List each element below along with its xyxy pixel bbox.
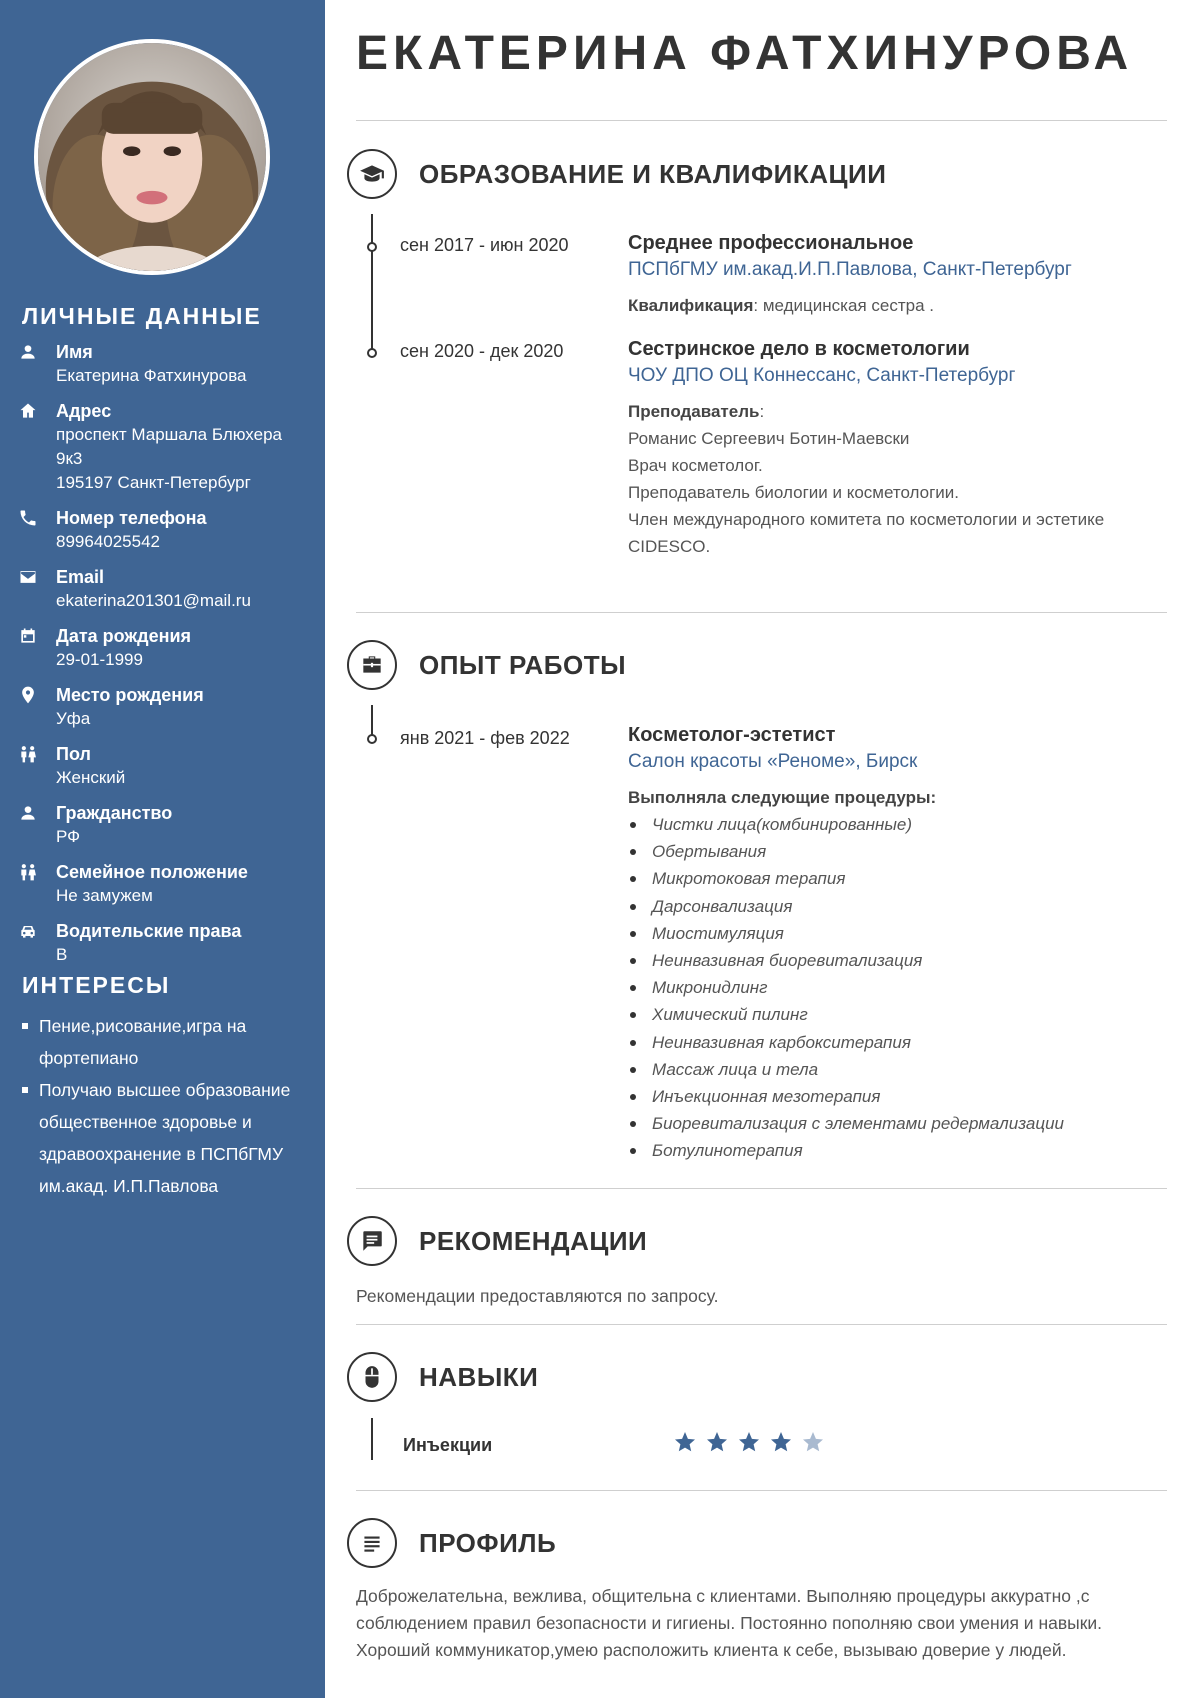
education-entry — [628, 230, 1168, 319]
skill-rating — [673, 1430, 825, 1454]
list-item: Массаж лица и тела — [628, 1056, 1168, 1083]
person-icon — [18, 342, 38, 362]
chat-icon — [347, 1216, 397, 1266]
entry-date: сен 2020 - дек 2020 — [400, 341, 564, 361]
experience-entry — [628, 722, 1168, 1165]
skill-name: Инъекции — [403, 1435, 493, 1455]
section-title-experience: ОПЫТ РАБОТЫ — [419, 650, 627, 680]
section-title-recommendations: РЕКОМЕНДАЦИИ — [419, 1226, 648, 1256]
description-line: Преподаватель биологии и косметологии. — [628, 483, 960, 502]
interests-list — [22, 1010, 307, 1202]
personal-item-email — [0, 565, 325, 613]
personal-value: ekaterina201301@mail.ru — [56, 591, 251, 610]
mouse-icon — [347, 1352, 397, 1402]
list-item: Миостимуляция — [628, 920, 1168, 947]
entry-organization: ЧОУ ДПО ОЦ Коннессанс, Санкт-Петербург — [628, 365, 1016, 386]
profile-photo — [34, 39, 270, 275]
entry-date: сен 2017 - июн 2020 — [400, 235, 569, 255]
timeline-line — [371, 1418, 373, 1460]
personal-item-driving-license — [0, 919, 325, 967]
star-filled-icon — [737, 1430, 761, 1454]
location-icon — [18, 685, 38, 705]
personal-label: Email — [56, 567, 105, 587]
briefcase-icon — [347, 640, 397, 690]
entry-description — [628, 292, 1168, 319]
personal-label: Номер телефона — [56, 508, 207, 528]
divider — [356, 1324, 1167, 1325]
people-icon — [18, 744, 38, 764]
list-item: Химический пилинг — [628, 1001, 1168, 1028]
list-item: Инъекционная мезотерапия — [628, 1083, 1168, 1110]
timeline-dot — [367, 242, 377, 252]
entry-title: Косметолог-эстетист — [628, 724, 836, 746]
phone-icon — [18, 508, 38, 528]
entry-organization: Салон красоты «Реноме», Бирск — [628, 751, 918, 772]
people-icon — [18, 862, 38, 882]
list-item: Пение,рисование,игра на фортепиано — [22, 1010, 307, 1074]
timeline-line — [371, 214, 373, 354]
divider — [356, 1188, 1167, 1189]
description-line: Член международного комитета по косметологии и эстетике CIDESCO. — [628, 510, 1105, 556]
personal-item-birthdate — [0, 624, 325, 672]
person-icon — [18, 803, 38, 823]
personal-label: Адрес — [56, 401, 112, 421]
section-title-skills: НАВЫКИ — [419, 1362, 539, 1392]
personal-label: Семейное положение — [56, 862, 248, 882]
recommendations-text: Рекомендации предоставляются по запросу. — [356, 1286, 719, 1306]
personal-label: Пол — [56, 744, 91, 764]
description-line: Врач косметолог. — [628, 456, 763, 475]
procedures-list — [628, 811, 1168, 1165]
personal-value: Уфа — [56, 709, 91, 728]
email-icon — [18, 567, 38, 587]
personal-data-heading: ЛИЧНЫЕ ДАННЫЕ — [22, 303, 262, 329]
description-line: Романис Сергеевич Ботин-Маевски — [628, 429, 910, 448]
personal-item-birthplace — [0, 683, 325, 731]
profile-text: Доброжелательна, вежлива, общительна с клиентами. Выполняю процедуры аккуратно ,с соблюдением правил безопасности и гигиены. Постоянно пополняю свои умения и навыки. Хороший коммуникатор,умею расположить клиента к себе, вызываю доверие у людей. — [356, 1586, 1103, 1660]
personal-item-citizenship — [0, 801, 325, 849]
personal-value: Екатерина Фатхинурова — [56, 366, 247, 385]
personal-value: проспект Маршала Блюхера 9к3 195197 Санкт-Петербург — [56, 425, 282, 492]
list-heading: Выполняла следующие процедуры: — [628, 788, 937, 807]
list-item: Неинвазивная карбокситерапия — [628, 1029, 1168, 1056]
text-lines-icon — [347, 1518, 397, 1568]
detail-text: : — [759, 402, 765, 421]
procedures-heading — [628, 784, 1168, 811]
timeline-line — [371, 705, 373, 735]
star-filled-icon — [705, 1430, 729, 1454]
entry-organization: ПСПбГМУ им.акад.И.П.Павлова, Санкт-Петербург — [628, 259, 1072, 280]
sidebar — [0, 0, 325, 1698]
star-empty-icon — [801, 1430, 825, 1454]
detail-label: Квалификация — [628, 296, 754, 315]
personal-item-marital-status — [0, 860, 325, 908]
personal-label: Имя — [56, 342, 93, 362]
entry-description — [628, 398, 1168, 560]
home-icon — [18, 401, 38, 421]
list-item: Микронидлинг — [628, 974, 1168, 1001]
entry-date: янв 2021 - фев 2022 — [400, 728, 570, 748]
personal-label: Гражданство — [56, 803, 173, 823]
entry-title: Сестринское дело в косметологии — [628, 338, 970, 360]
list-item: Дарсонвализация — [628, 893, 1168, 920]
personal-item-gender — [0, 742, 325, 790]
personal-value: РФ — [56, 827, 81, 846]
personal-label: Дата рождения — [56, 626, 192, 646]
main-content — [325, 0, 1200, 1698]
divider — [356, 120, 1167, 121]
calendar-icon — [18, 626, 38, 646]
entry-title: Среднее профессиональное — [628, 232, 914, 254]
personal-label: Водительские права — [56, 921, 242, 941]
graduation-cap-icon — [347, 149, 397, 199]
portrait-photo — [38, 43, 266, 271]
list-item: Неинвазивная биоревитализация — [628, 947, 1168, 974]
interests-heading: ИНТЕРЕСЫ — [22, 972, 171, 998]
list-item: Микротоковая терапия — [628, 865, 1168, 892]
star-filled-icon — [673, 1430, 697, 1454]
divider — [356, 1490, 1167, 1491]
detail-label: Преподаватель — [628, 402, 760, 421]
list-item: Обертывания — [628, 838, 1168, 865]
personal-value: 29-01-1999 — [56, 650, 143, 669]
personal-item-name — [0, 340, 325, 388]
section-title-profile: ПРОФИЛЬ — [419, 1528, 557, 1558]
personal-value: Женский — [56, 768, 126, 787]
education-entry — [628, 336, 1168, 560]
car-icon — [18, 921, 38, 941]
list-item: Получаю высшее образование общественное здоровье и здравоохранение в ПСПбГМУ им.акад. И.П.Павлова — [22, 1074, 307, 1202]
personal-label: Место рождения — [56, 685, 204, 705]
personal-value: 89964025542 — [56, 532, 161, 551]
list-item: Чистки лица(комбинированные) — [628, 811, 1168, 838]
timeline-dot — [367, 734, 377, 744]
personal-value: Не замужем — [56, 886, 153, 905]
timeline-dot — [367, 348, 377, 358]
divider — [356, 612, 1167, 613]
list-item: Биоревитализация с элементами редермализации — [628, 1110, 1168, 1137]
detail-text: : медицинская сестра . — [753, 296, 934, 315]
personal-data-list — [0, 340, 325, 978]
personal-value: B — [56, 945, 68, 964]
page-title: ЕКАТЕРИНА ФАТХИНУРОВА — [356, 27, 1134, 80]
personal-item-phone — [0, 506, 325, 554]
section-title-education: ОБРАЗОВАНИЕ И КВАЛИФИКАЦИИ — [419, 159, 887, 189]
personal-item-address — [0, 399, 325, 495]
list-item: Ботулинотерапия — [628, 1137, 1168, 1164]
star-filled-icon — [769, 1430, 793, 1454]
